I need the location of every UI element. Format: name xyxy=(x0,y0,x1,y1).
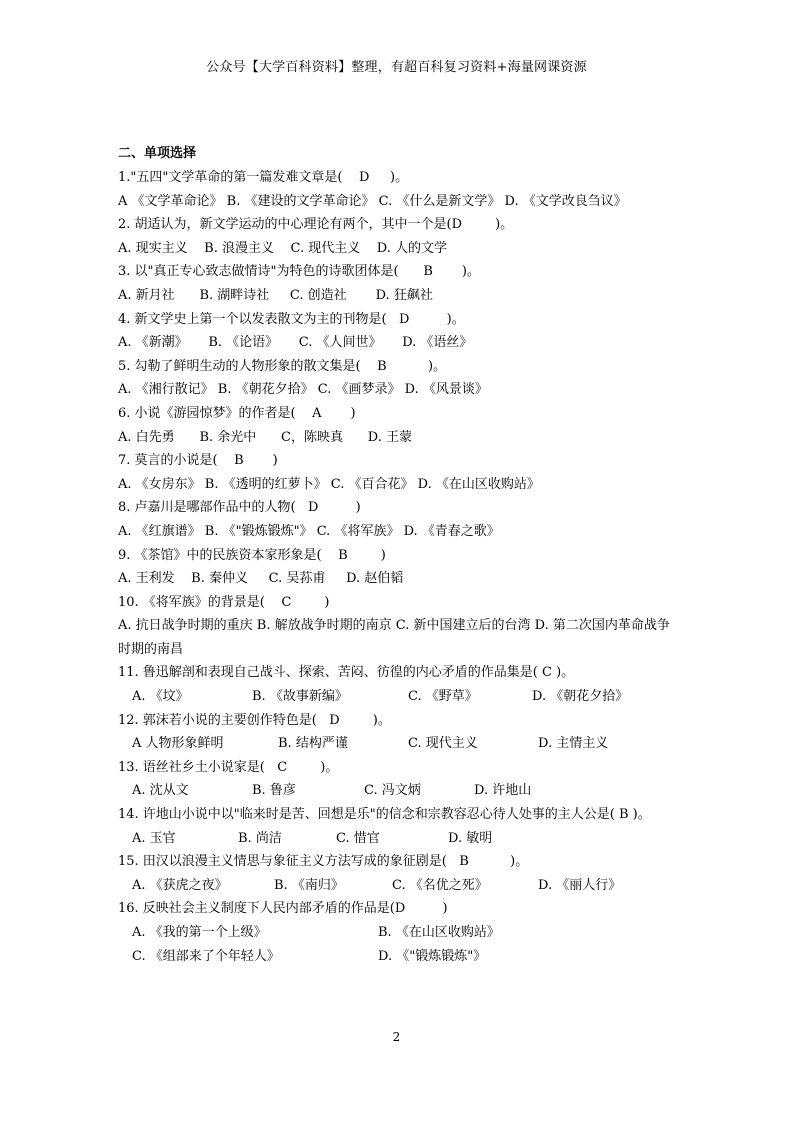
question-8: 8. 卢嘉川是哪部作品中的人物( D ) xyxy=(118,500,361,516)
options-14 xyxy=(118,827,678,851)
options-4: A. 《新潮》 B. 《论语》 C. 《人间世》 D. 《语丝》 xyxy=(118,335,473,351)
question-1: 1."五四"文学革命的第一篇发难文章是( D )。 xyxy=(118,170,409,185)
question-11: 11. 鲁迅解剖和表现自己战斗、探索、苦闷、彷徨的内心矛盾的作品集是( C )。 xyxy=(118,665,575,681)
document-body xyxy=(118,142,678,968)
question-16: 16. 反映社会主义制度下人民内部矛盾的作品是(D ) xyxy=(118,901,448,917)
option-d: D. 敏明 xyxy=(448,830,493,846)
options-11 xyxy=(118,685,678,709)
page-number: 2 xyxy=(392,1030,401,1044)
question-7: 7. 莫言的小说是( B ) xyxy=(118,453,278,469)
question-9: 9. 《茶馆》中的民族资本家形象是( B ) xyxy=(118,547,386,563)
option-c: C. 惜官 xyxy=(336,830,380,846)
option-c: C. 《野草》 xyxy=(408,689,478,705)
option-d: D. 《朝花夕拾》 xyxy=(532,689,629,705)
option-b: B. 结构严谨 xyxy=(278,736,348,752)
option-a: A. 《我的第一个上级》 xyxy=(132,925,267,940)
options-7: A. 《女房东》 B. 《透明的红萝卜》 C. 《百合花》 D. 《在山区收购站》 xyxy=(118,476,540,492)
option-a: A. 沈从文 xyxy=(132,783,189,799)
option-a: A 人物形象鲜明 xyxy=(132,736,224,752)
options-5: A. 《湘行散记》 B. 《朝花夕拾》 C. 《画梦录》 D. 《风景谈》 xyxy=(118,382,488,398)
options-3: A. 新月社 B. 湖畔诗社 C. 创造社 D. 狂飙社 xyxy=(118,287,433,303)
question-14: 14. 许地山小说中以"临来时是苦、回想是乐"的信念和宗教容忍心待人处事的主人公是( B )。 xyxy=(118,807,651,823)
option-a: A. 《坟》 xyxy=(132,689,189,705)
option-b: B. 尚洁 xyxy=(238,830,282,846)
options-13 xyxy=(118,779,678,803)
option-c: C. 《名优之死》 xyxy=(392,877,488,893)
option-d: D. 主情主义 xyxy=(538,736,609,752)
option-d: D. 《"锻炼锻炼"》 xyxy=(378,948,487,964)
question-12: 12. 郭沫若小说的主要创作特色是( D )。 xyxy=(118,712,391,728)
option-b: B. 《故事新编》 xyxy=(252,689,348,705)
question-5: 5. 勾勒了鲜明生动的人物形象的散文集是( B )。 xyxy=(118,358,447,374)
options-16-row2 xyxy=(118,945,678,969)
option-a: A. 玉官 xyxy=(132,830,176,846)
question-15: 15. 田汉以浪漫主义情思与象征主义方法写成的象征剧是( B )。 xyxy=(118,854,529,870)
option-c: C. 现代主义 xyxy=(408,736,478,752)
options-10: A. 抗日战争时期的重庆 B. 解放战争时期的南京 C. 新中国建立后的台湾 D. 第二次国内革命战争时期的南昌 xyxy=(118,618,670,657)
question-13: 13. 语丝社乡土小说家是( C )。 xyxy=(118,759,339,775)
option-c: C. 《组部来了个年轻人》 xyxy=(132,948,280,964)
options-1: A 《文学革命论》 B. 《建设的文学革命论》 C. 《什么是新文学》 D. 《文学改良刍议》 xyxy=(118,193,627,209)
option-d: D. 许地山 xyxy=(474,783,532,799)
section-title: 二、单项选择 xyxy=(118,146,197,161)
options-2: A. 现实主义 B. 浪漫主义 C. 现代主义 D. 人的文学 xyxy=(118,240,448,256)
options-6: A. 白先勇 B. 余光中 C，陈映真 D. 王蒙 xyxy=(118,429,413,445)
options-9: A. 王利发 B. 秦仲义 C. 吴荪甫 D. 赵伯韬 xyxy=(118,571,404,587)
options-12 xyxy=(118,732,678,756)
question-4: 4. 新文学史上第一个以发表散文为主的刊物是( D )。 xyxy=(118,311,465,327)
option-b: B. 《在山区收购站》 xyxy=(378,925,500,940)
option-b: B. 《南归》 xyxy=(274,877,344,893)
options-15 xyxy=(118,874,678,898)
question-10: 10. 《将军族》的背景是( C ) xyxy=(118,594,330,610)
options-8: A. 《红旗谱》 B. 《"锻炼锻炼"》 C. 《将军族》 D. 《青春之歌》 xyxy=(118,523,500,539)
page-header: 公众号【大学百科资料】整理，有超百科复习资料+海量网课资源 xyxy=(206,60,587,75)
question-6: 6. 小说《游园惊梦》的作者是( A ) xyxy=(118,405,356,421)
options-16-row1 xyxy=(118,921,678,945)
option-d: D. 《丽人行》 xyxy=(538,877,622,893)
question-2: 2. 胡适认为，新文学运动的中心理论有两个，其中一个是(D )。 xyxy=(118,217,514,233)
option-c: C. 冯文炳 xyxy=(364,783,421,799)
question-3: 3. 以"真正专心致志做情诗"为特色的诗歌团体是( B )。 xyxy=(118,264,480,280)
option-b: B. 鲁彦 xyxy=(252,783,296,799)
option-a: A. 《获虎之夜》 xyxy=(132,877,228,893)
